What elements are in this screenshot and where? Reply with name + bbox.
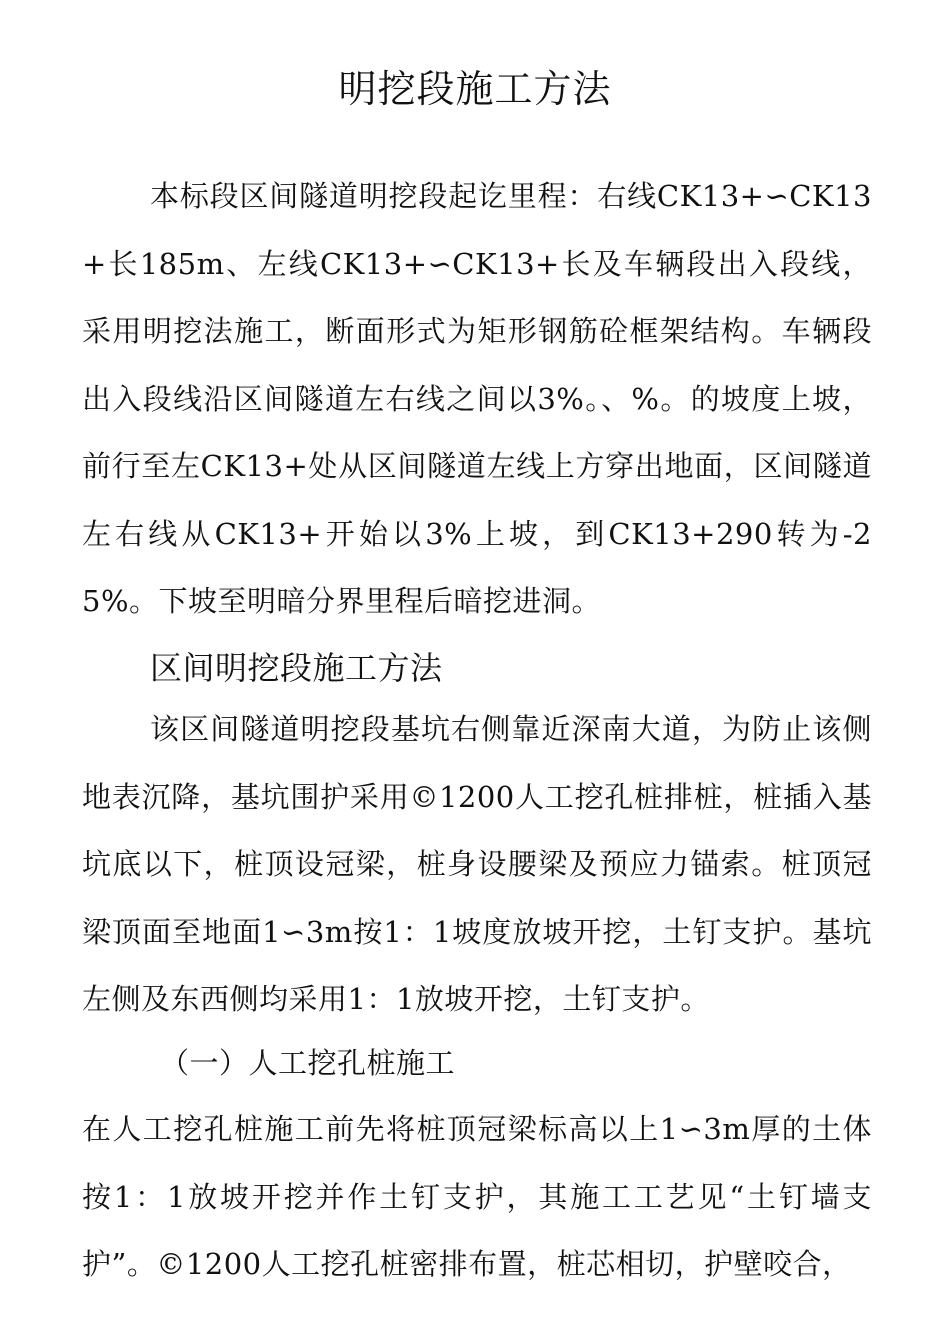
intro-paragraph: 本标段区间隧道明挖段起讫里程：右线CK13+∽CK13+长185m、左线CK13+∽CK13+长及车辆段出入段线，采用明挖法施工，断面形式为矩形钢筋砼框架结构。车辆段出入段线沿区间隧道左右线之间以3%。、%。的坡度上坡，前行至左CK13+处从区间隧道左线上方穿出地面，区间隧道左右线从CK13+开始以3%上坡，到CK13+290转为-25%。下坡至明暗分界里程后暗挖进洞。 xyxy=(82,179,872,618)
subsection-paragraph: 在人工挖孔桩施工前先将桩顶冠梁标高以上1∽3m厚的土体按1：1放坡开挖并作土钉支护，其施工工艺见“土钉墙支护”。©1200人工挖孔桩密排布置，桩芯相切，护壁咬合， xyxy=(82,1112,872,1281)
subsection-heading: （一）人工挖孔桩施工 xyxy=(160,1046,456,1080)
section-paragraph: 该区间隧道明挖段基坑右侧靠近深南大道，为防止该侧地表沉降，基坑围护采用©1200人工挖孔桩排桩，桩插入基坑底以下，桩顶设冠梁，桩身设腰梁及预应力锚索。桩顶冠梁顶面至地面1∽3m按1：1坡度放坡开挖，土钉支护。基坑左侧及东西侧均采用1：1放坡开挖，土钉支护。 xyxy=(82,712,872,1016)
section-heading: 区间明挖段施工方法 xyxy=(150,649,443,687)
page-title: 明挖段施工方法 xyxy=(338,67,612,111)
